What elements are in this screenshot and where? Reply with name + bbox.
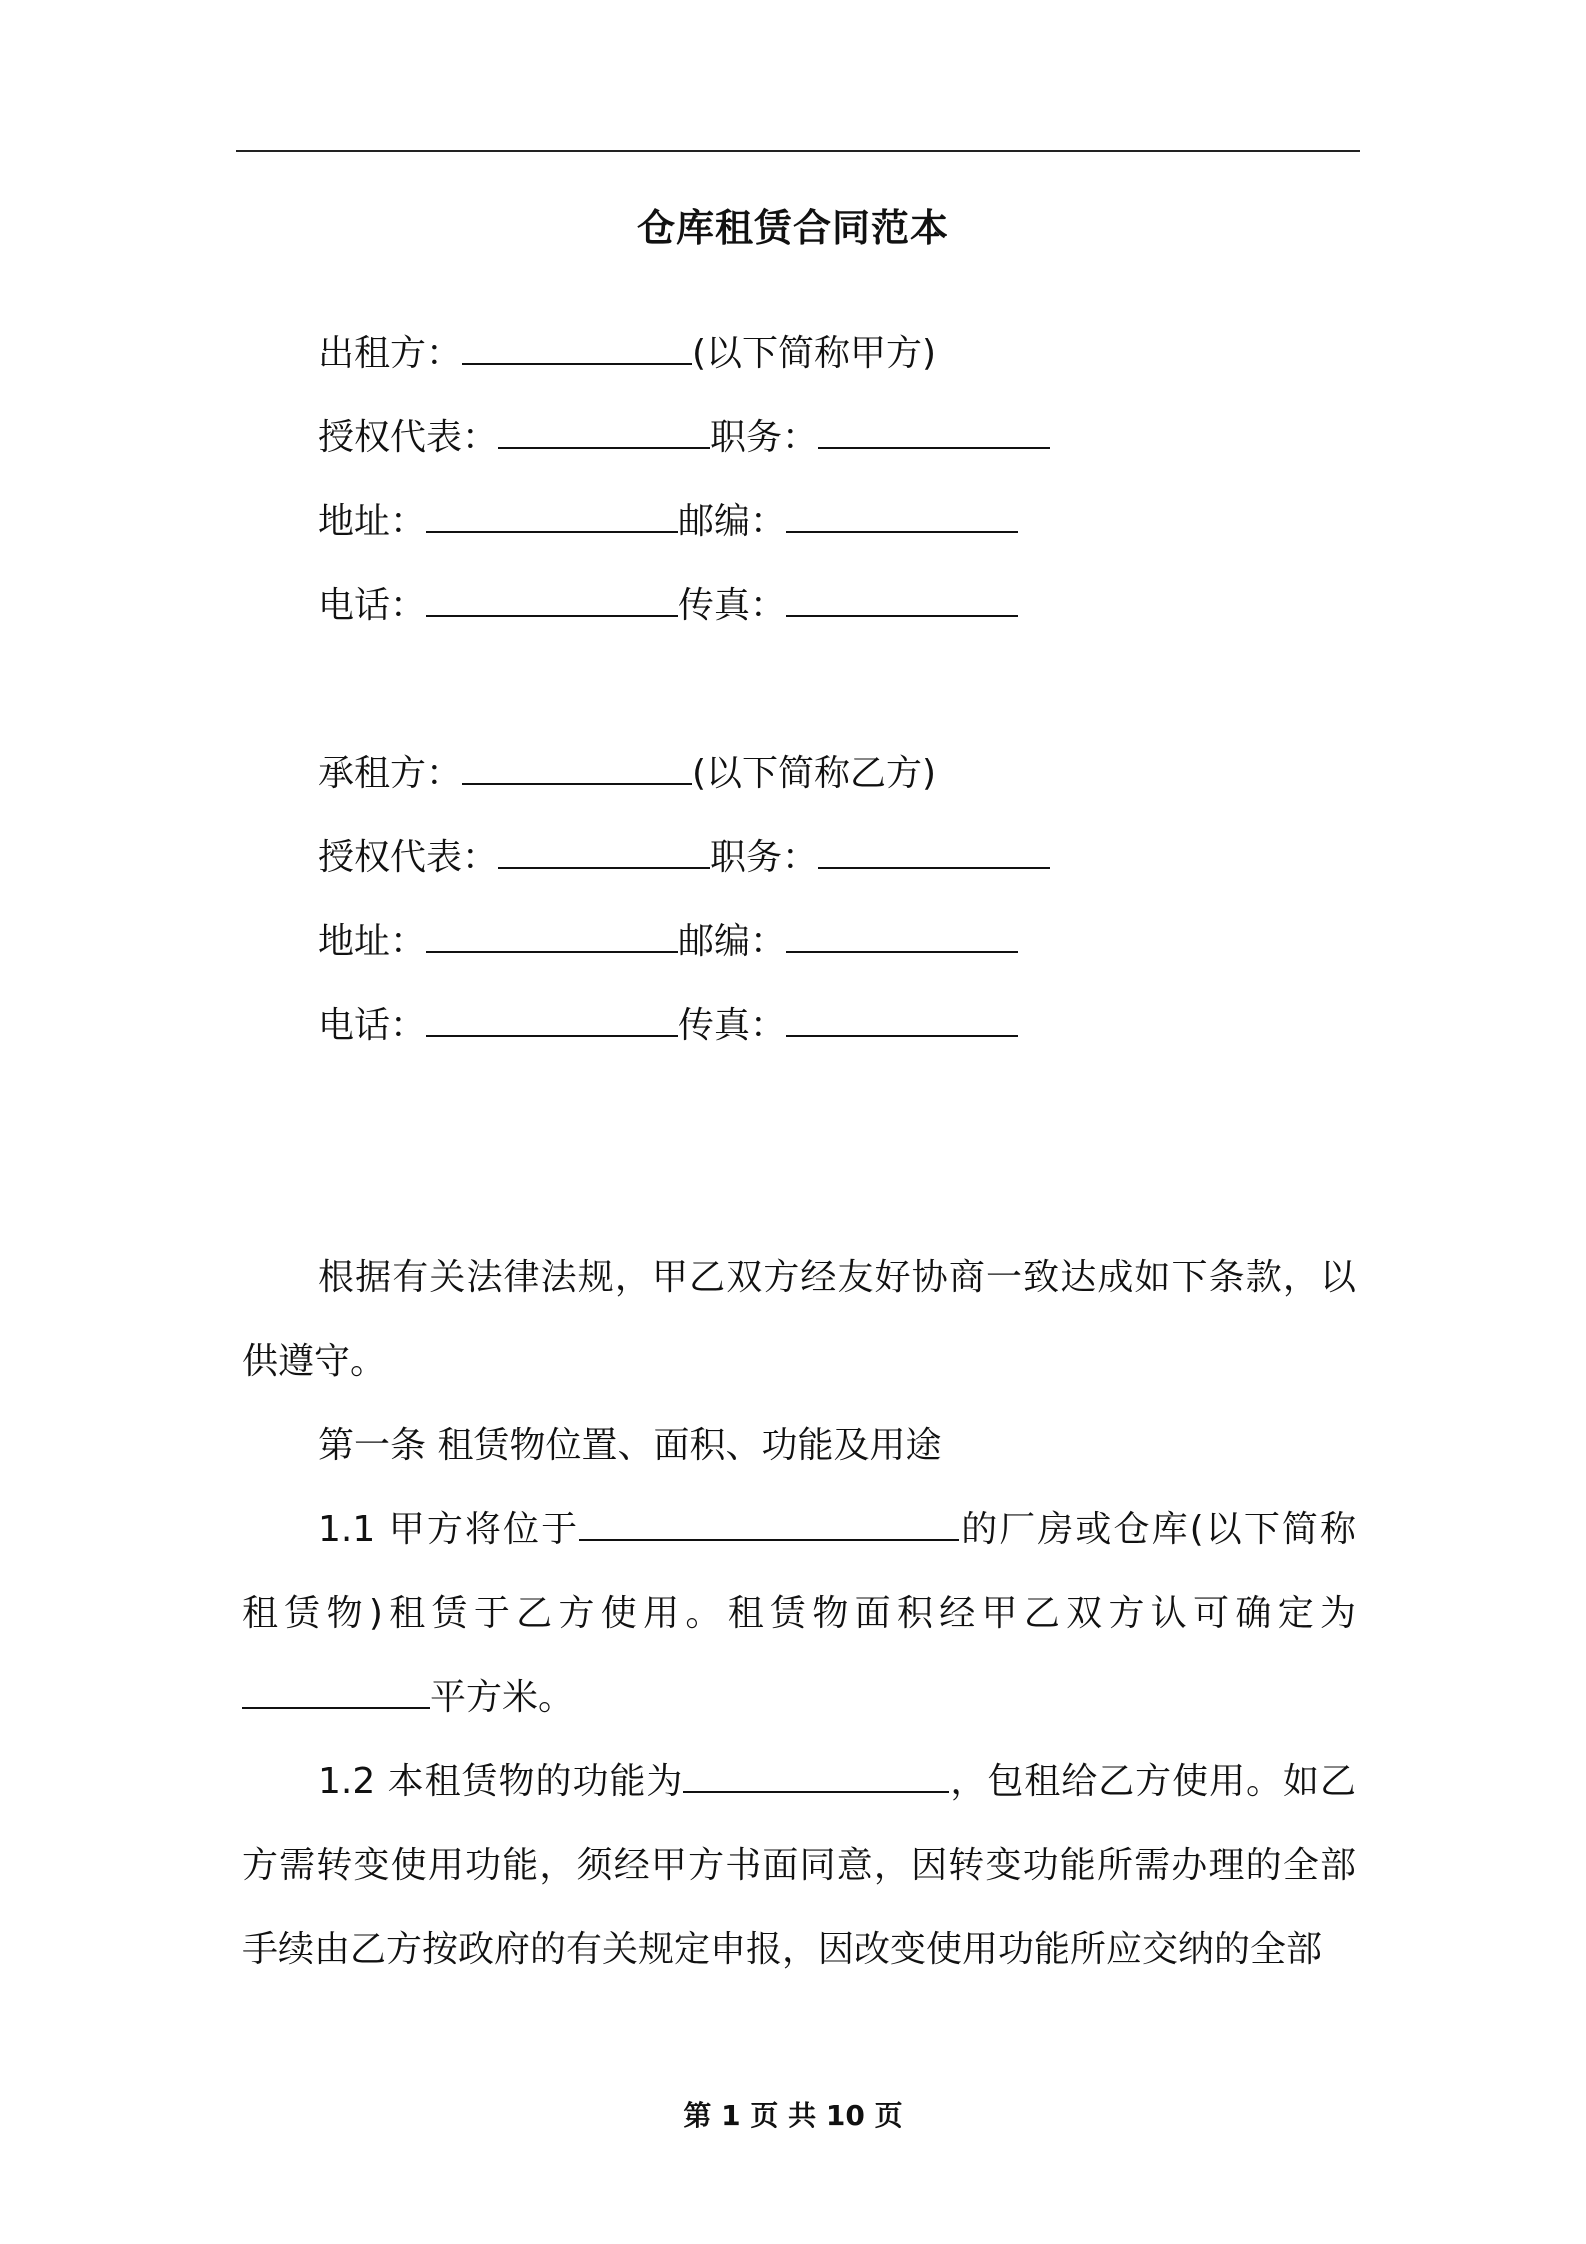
- contract-body: [242, 1236, 1356, 1992]
- lessee-name-label: 承租方：: [318, 753, 463, 794]
- lessor-rep-label: 授权代表：: [318, 417, 499, 458]
- lessee-rep-blank: [498, 829, 710, 869]
- lessor-address-label: 地址：: [318, 501, 427, 542]
- lessee-address-line: [318, 900, 1050, 984]
- lessee-address-label: 地址：: [318, 921, 427, 962]
- location-blank: [579, 1501, 959, 1541]
- page-indicator: 第 1 页 共 10 页: [683, 2099, 903, 2132]
- lessor-rep-line: [318, 396, 1050, 480]
- lessee-position-label: 职务：: [710, 837, 819, 878]
- lessor-name-suffix: (以下简称甲方): [692, 333, 937, 374]
- lessee-name-suffix: (以下简称乙方): [692, 753, 937, 794]
- lessor-rep-blank: [498, 409, 710, 449]
- lessee-fax-label: 传真：: [678, 1005, 787, 1046]
- article-1-heading: 第一条 租赁物位置、面积、功能及用途: [318, 1425, 942, 1466]
- lessor-phone-blank: [426, 577, 678, 617]
- lessee-phone-blank: [426, 997, 678, 1037]
- intro-paragraph: 根据有关法律法规，甲乙双方经友好协商一致达成如下条款，以供遵守。: [242, 1257, 1356, 1382]
- lessee-address-blank: [426, 913, 678, 953]
- lessor-name-blank: [462, 325, 692, 365]
- lessor-block: [318, 312, 1050, 648]
- document-title: 仓库租赁合同范本: [636, 206, 949, 250]
- lessor-address-line: [318, 480, 1050, 564]
- lessee-postcode-label: 邮编：: [678, 921, 787, 962]
- lessee-name-line: [318, 732, 1050, 816]
- header-rule: [236, 150, 1360, 152]
- clause-1-2: [242, 1740, 1356, 1992]
- function-blank: [683, 1753, 949, 1793]
- lessee-rep-line: [318, 816, 1050, 900]
- lessee-position-blank: [818, 829, 1050, 869]
- lessor-phone-label: 电话：: [318, 585, 427, 626]
- lessee-phone-line: [318, 984, 1050, 1068]
- clause-1-1-text-a: 1.1 甲方将位于: [318, 1509, 580, 1550]
- lessor-position-blank: [818, 409, 1050, 449]
- lessor-postcode-blank: [786, 493, 1018, 533]
- lessee-rep-label: 授权代表：: [318, 837, 499, 878]
- lessor-phone-line: [318, 564, 1050, 648]
- clause-1-2-text-a: 1.2 本租赁物的功能为: [318, 1761, 684, 1802]
- clause-1-1-text-c: 平方米。: [430, 1677, 575, 1718]
- clause-1-1-text-b: 的厂房或仓库(以下简称租赁物)租赁于乙方使用。租赁物面积经甲乙双方认可确定为: [242, 1509, 1356, 1634]
- lessee-block: [318, 732, 1050, 1068]
- lessor-position-label: 职务：: [710, 417, 819, 458]
- lessor-name-line: [318, 312, 1050, 396]
- lessor-fax-label: 传真：: [678, 585, 787, 626]
- lessee-phone-label: 电话：: [318, 1005, 427, 1046]
- lessor-address-blank: [426, 493, 678, 533]
- clause-1-1: [242, 1488, 1356, 1740]
- lessor-postcode-label: 邮编：: [678, 501, 787, 542]
- lessee-name-blank: [462, 745, 692, 785]
- lessor-fax-blank: [786, 577, 1018, 617]
- lessor-name-label: 出租方：: [318, 333, 463, 374]
- lessee-fax-blank: [786, 997, 1018, 1037]
- clause-1-2-text-b: ，包租给乙方使用。如乙方需转变使用功能，须经甲方书面同意，因转变功能所需办理的全部手续由乙方按政府的有关规定申报，因改变使用功能所应交纳的全部: [242, 1761, 1356, 1970]
- area-blank: [242, 1669, 430, 1709]
- lessee-postcode-blank: [786, 913, 1018, 953]
